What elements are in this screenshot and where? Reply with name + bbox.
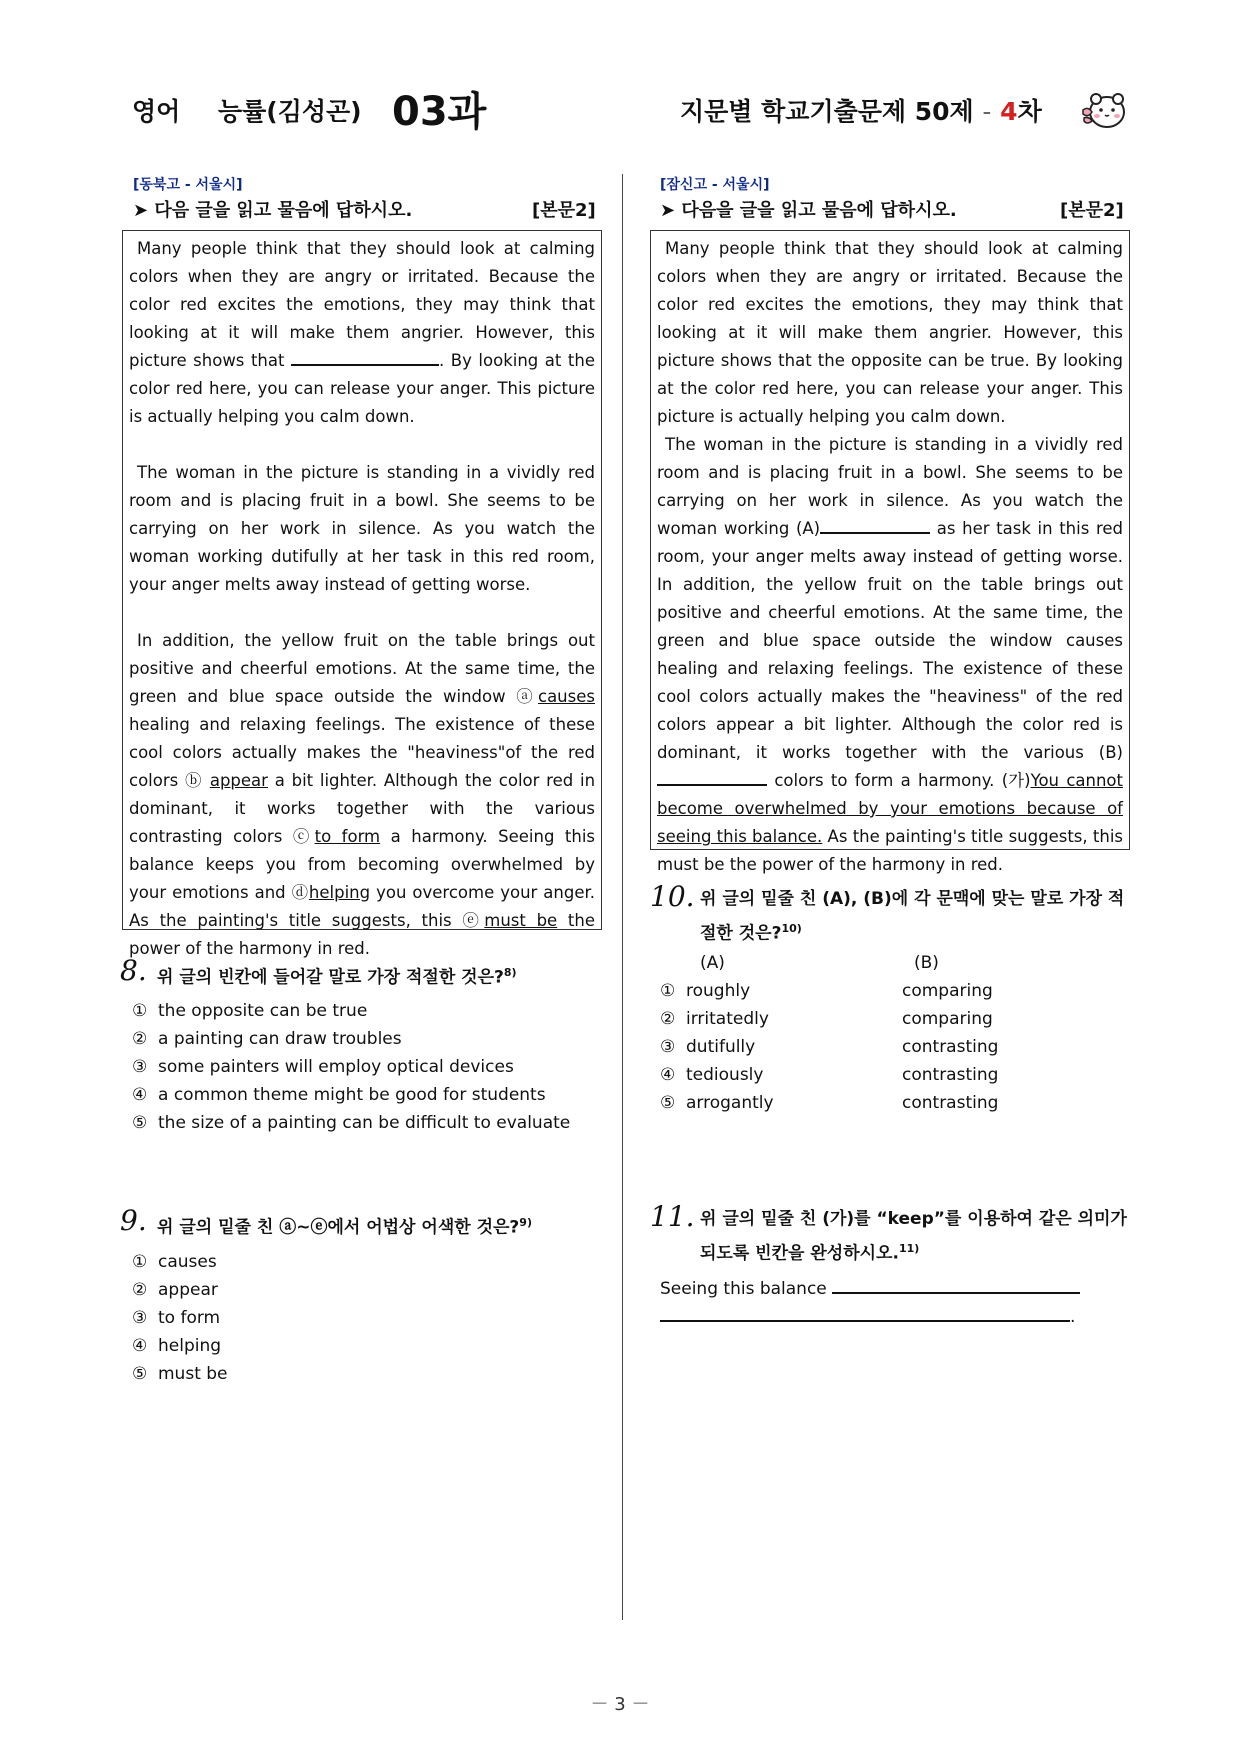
round-suffix: 차: [1017, 97, 1042, 126]
round-number: 4: [1000, 97, 1018, 126]
q9-option-2[interactable]: ② appear: [132, 1280, 218, 1300]
underlined-must-be: must be: [484, 911, 558, 930]
question-9-number: 9.: [120, 1204, 147, 1237]
right-instruction: ➤ 다음을 글을 읽고 물음에 답하시오.: [660, 200, 957, 221]
q10-option-2[interactable]: ② irritatedly comparing: [660, 1009, 993, 1029]
right-paragraph-1: Many people think that they should look at calming colors when they are angry or irritated. Because the color red excites the emotions, they may think that looking at it will make them angrier. However, this picture shows that the opposite can be true. By looking at the color red here, you can release your anger. This picture is actually helping you calm down.: [657, 239, 1123, 426]
q10-option-3[interactable]: ③ dutifully contrasting: [660, 1037, 999, 1057]
left-tag: [본문2]: [532, 200, 596, 221]
question-9-text: 위 글의 밑줄 친 ⓐ~ⓔ에서 어법상 어색한 것은?$^{9)}$: [157, 1216, 532, 1238]
question-8-text: 위 글의 빈칸에 들어갈 말로 가장 적절한 것은?$^{8)}$: [157, 966, 517, 988]
page-number: － 3 －: [590, 1694, 650, 1715]
q9-option-4[interactable]: ④ helping: [132, 1336, 222, 1356]
column-divider: [622, 174, 623, 1620]
q10-option-4[interactable]: ④ tediously contrasting: [660, 1065, 999, 1085]
q9-option-5[interactable]: ⑤ must be: [132, 1364, 228, 1384]
left-paragraph-3: In addition, the yellow fruit on the table brings out positive and cheerful emotions. At the same time, the green and blue space outside the window ⓐcauses healing and relaxing feelings. The existence of these cool colors actually makes the "heaviness"of the red colors ⓑ appear a bit lighter. Although the color red in dominant, it works together with the various contrasting colors ⓒto form a harmony. Seeing this balance keeps you from becoming overwhelmed by your emotions and ⓓhelping you overcome your anger. As the painting's title suggests, this ⓔmust be the power of the harmony in red.: [129, 631, 596, 958]
page-title: [680, 92, 1042, 128]
q8-option-3[interactable]: ③ some painters will employ optical devices: [132, 1057, 514, 1077]
publisher-label: 능률(김성곤): [218, 97, 362, 126]
q9-option-1[interactable]: ① causes: [132, 1252, 217, 1272]
q11-blank-2[interactable]: [660, 1304, 1070, 1322]
blank-b: [657, 768, 767, 786]
underlined-sentence-ga: You cannot become overwhelmed by your emotions because of seeing this balance.: [657, 771, 1123, 846]
marker-c: ⓒ: [292, 827, 315, 846]
lesson-number: 03과: [392, 89, 487, 135]
blank-a: [820, 516, 930, 534]
q10-header-b: (B): [914, 953, 939, 973]
left-passage: [122, 230, 602, 958]
left-paragraph-1: Many people think that they should look at calming colors when they are angry or irritated. Because the color red excites the emotions, they may think that looking at it will make them angrier. However, this picture shows that . By looking at the color red here, you can release your anger. This picture is actually helping you calm down.: [129, 239, 596, 426]
title-dash: -: [982, 97, 992, 126]
underlined-to-form: to form: [314, 827, 381, 846]
q8-option-5[interactable]: ⑤ the size of a painting can be difficult to evaluate: [132, 1113, 571, 1133]
q8-option-1[interactable]: ① the opposite can be true: [132, 1001, 368, 1021]
right-tag: [본문2]: [1060, 200, 1124, 221]
subject-label: 영어: [132, 97, 181, 126]
question-11-text: 위 글의 밑줄 친 (가)를 “keep”를 이용하여 같은 의미가 되도록 빈칸을 완성하시오.$^{11)}$: [700, 1209, 1127, 1264]
title-text: 지문별 학교기출문제 50제: [680, 97, 974, 126]
question-8-number: 8.: [120, 954, 147, 987]
left-instruction: ➤ 다음 글을 읽고 물음에 답하시오.: [133, 200, 413, 221]
question-10-text: 위 글의 밑줄 친 (A), (B)에 각 문맥에 맞는 말로 가장 적절한 것은?$^{10)}$: [700, 889, 1125, 944]
right-source: [잠신고 - 서울시]: [660, 177, 770, 193]
q10-option-1[interactable]: ① roughly comparing: [660, 981, 993, 1001]
q10-header-a: (A): [700, 953, 725, 973]
q10-option-5[interactable]: ⑤ arrogantly contrasting: [660, 1093, 999, 1113]
marker-b: ⓑ: [185, 771, 204, 790]
question-11-number: 11.: [650, 1200, 695, 1233]
question-10-number: 10.: [650, 880, 695, 913]
q11-blank-1[interactable]: [832, 1276, 1080, 1294]
q8-option-2[interactable]: ② a painting can draw troubles: [132, 1029, 402, 1049]
q11-answer-line-1: Seeing this balance: [660, 1275, 1080, 1303]
q11-answer-line-2: .: [660, 1303, 1075, 1331]
marker-d: ⓓ: [291, 883, 309, 902]
marker-a: ⓐ: [516, 687, 538, 706]
underlined-appear: appear: [209, 771, 268, 790]
q9-option-3[interactable]: ③ to form: [132, 1308, 221, 1328]
underlined-causes: causes: [538, 687, 595, 706]
right-passage: [650, 230, 1130, 874]
marker-e: ⓔ: [462, 911, 485, 930]
answer-blank: [291, 348, 439, 366]
bear-mascot-icon: [1080, 88, 1128, 138]
right-paragraph-2: The woman in the picture is standing in a vividly red room and is placing fruit in a bowl. She seems to be carrying on her work in silence. As you watch the woman working (A) as her task in this red room, your anger melts away instead of getting worse. In addition, the yellow fruit on the table brings out positive and cheerful emotions. At the same time, the green and blue space outside the window causes healing and relaxing feelings. The existence of these cool colors actually makes the "heaviness" of the red colors appear a bit lighter. Although the color red is dominant, it works together with the various (B) colors to form a harmony. (가)You cannot become overwhelmed by your emotions because of seeing this balance. As the painting's title suggests, this must be the power of the harmony in red.: [657, 435, 1124, 874]
q8-option-4[interactable]: ④ a common theme might be good for students: [132, 1085, 546, 1105]
left-paragraph-2: The woman in the picture is standing in a vividly red room and is placing fruit in a bowl. She seems to be carrying on her work in silence. As you watch the woman working dutifully at her task in this red room, your anger melts away instead of getting worse.: [129, 463, 595, 594]
marker-ga: (가): [1001, 771, 1031, 790]
underlined-helping: helping: [308, 883, 371, 902]
left-source: [동북고 - 서울시]: [133, 177, 243, 193]
